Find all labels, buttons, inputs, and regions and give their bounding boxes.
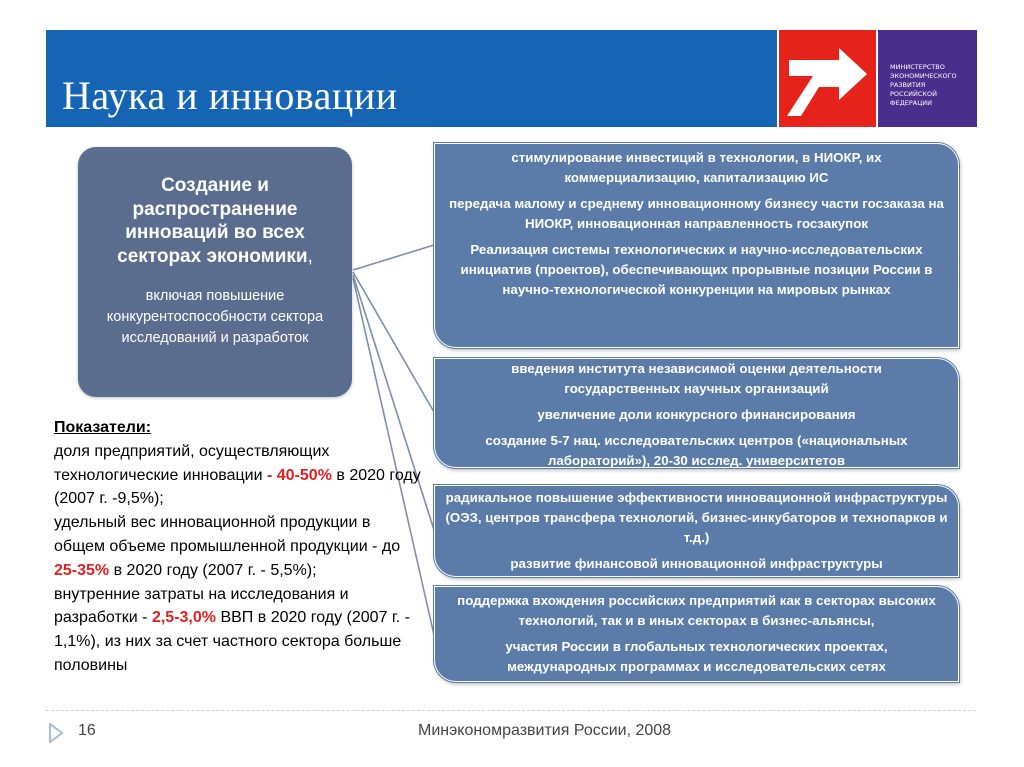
main-concept-box <box>78 147 352 397</box>
measure-item: участия России в глобальных технологических проектах, международных программах и исследовательских сетях <box>505 639 888 674</box>
indicator-text: удельный вес инновационной продукции в общем объеме промышленной продукции - до <box>54 514 401 555</box>
indicator-value: 2,5-3,0% <box>151 609 216 627</box>
footer-source: Минэкономразвития России, 2008 <box>418 722 672 739</box>
indicator-2 <box>54 511 424 582</box>
measure-item: стимулирование инвестиций в технологии, в НИОКР, их коммерциализацию, капитализацию ИС <box>511 150 882 185</box>
indicator-text: в 2020 году (2007 г. - 5,5%); <box>113 561 317 579</box>
indicator-text: в 2020 году (2007 г. -9,5%); <box>54 466 421 508</box>
connector-line <box>353 272 434 412</box>
indicators-label: Показатели: <box>54 419 152 436</box>
slide-title: Наука и инновации <box>62 73 398 118</box>
measure-item: Реализация системы технологических и научно-исследовательских инициатив (проектов), обеспечивающих прорывные позиции России в научно-технологической конкуренции на мировых рынках <box>460 242 933 297</box>
main-concept-title <box>88 174 342 268</box>
connector-line <box>353 245 434 270</box>
indicator-1 <box>54 440 424 511</box>
page-number: 16 <box>78 722 96 739</box>
measure-item: создание 5-7 нац. исследовательских центров («национальных лабораторий»), 20-30 исслед. университетов <box>485 433 908 468</box>
measures-box-3 <box>434 485 959 577</box>
measure-item: радикальное повышение эффективности инновационной инфраструктуры (ОЭЗ, центров трансфера технологий, бизнес-инкубаторов и технопарков и т.д.) <box>445 490 948 545</box>
measures-box-1 <box>434 143 959 348</box>
ministry-line: ЭКОНОМИЧЕСКОГО <box>890 72 957 80</box>
measures-box-4 <box>434 586 959 682</box>
measure-item: поддержка вхождения российских предприятий как в секторах высоких технологий, так и в иных секторах в бизнес-альянсы, <box>457 593 936 628</box>
ministry-line: ФЕДЕРАЦИИ <box>890 99 933 107</box>
ministry-line: РОССИЙСКОЙ <box>890 90 937 98</box>
indicator-text: доля предприятий, осуществляющих технологические инновации <box>54 442 330 484</box>
main-concept-comma: , <box>307 245 313 267</box>
indicator-value: - 40-50% <box>267 466 332 484</box>
measures-box-2 <box>434 358 959 468</box>
measure-item: развитие финансовой инновационной инфраструктуры <box>510 556 883 571</box>
ministry-line: РАЗВИТИЯ <box>890 81 926 89</box>
measure-item: увеличение доли конкурсного финансирования <box>537 407 856 422</box>
indicator-text: внутренние затраты на исследования и разработки - <box>54 585 349 627</box>
indicator-3 <box>54 583 424 678</box>
footer-divider <box>46 710 976 711</box>
measure-item: передача малому и среднему инновационному бизнесу части госзаказа на НИОКР, инновационная направленность госзакупок <box>449 196 944 231</box>
main-concept-subtitle: включая повышение конкурентоспособности сектора исследований и разработок <box>106 288 324 346</box>
indicators-block <box>54 416 424 678</box>
play-triangle-icon <box>48 723 64 743</box>
indicator-text: ВВП в 2020 году (2007 г. - 1,1%), из них за счет частного сектора больше половины <box>54 609 411 674</box>
indicator-value: 25-35% <box>54 561 110 579</box>
main-concept-title-text: Создание и распространение инноваций во всех секторах экономики <box>117 175 308 267</box>
ministry-line: МИНИСТЕРСТВО <box>890 63 945 71</box>
measure-item: введения института независимой оценки деятельности государственных научных организаций <box>511 361 882 396</box>
